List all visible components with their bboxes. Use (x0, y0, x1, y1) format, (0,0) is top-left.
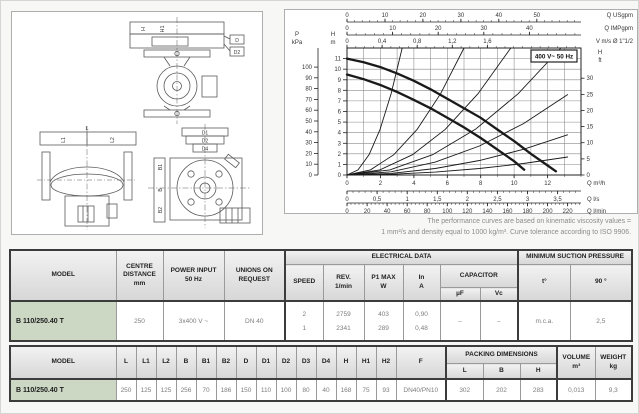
performance-chart (285, 10, 637, 216)
svg-text:1: 1 (405, 197, 409, 203)
in-speed-2: 0,90 (415, 310, 428, 318)
col-header-t-degrees: t° (518, 265, 570, 302)
header-line: 1/min (335, 282, 352, 290)
svg-text:10: 10 (381, 13, 389, 20)
in-values (403, 301, 440, 341)
col-header-weight (595, 346, 632, 379)
svg-text:3: 3 (337, 141, 341, 148)
svg-text:3,5: 3,5 (553, 197, 562, 203)
svg-text:4: 4 (337, 130, 341, 137)
t-degrees-value: m.c.a. (518, 301, 570, 341)
p1max-values (364, 301, 403, 341)
col-header-power-input (163, 250, 224, 301)
speed-values (285, 301, 323, 341)
col-header-B: B (176, 346, 196, 379)
table-row (10, 379, 632, 401)
chart-note-line2: 1 mm²/s and density equal to 1000 kg/m³. Curve tolerance according to ISO 9906. (381, 229, 631, 237)
svg-text:9: 9 (337, 77, 341, 84)
svg-text:1,2: 1,2 (448, 39, 457, 46)
svg-text:0: 0 (345, 197, 349, 203)
pump-drawings (12, 12, 260, 232)
dim-label: H1 (160, 25, 166, 33)
svg-text:10: 10 (305, 162, 312, 169)
svg-text:1,6: 1,6 (483, 39, 492, 46)
svg-text:0: 0 (345, 209, 349, 215)
col-header-packing-H: H (520, 364, 557, 380)
svg-text:30: 30 (586, 76, 594, 83)
svg-text:120: 120 (462, 209, 473, 215)
header-line: DISTANCE (123, 271, 156, 279)
svg-text:220: 220 (562, 209, 573, 215)
svg-text:70: 70 (305, 97, 312, 104)
dim-label: B1 (158, 163, 164, 171)
col-header-H: H (336, 346, 356, 379)
col-header-H1: H1 (356, 346, 376, 379)
col-header-packing-L: L (446, 364, 483, 380)
header-line: REQUEST (238, 275, 270, 283)
90-degrees-value: 2,5 (570, 301, 632, 341)
speed-1: 1 (302, 324, 307, 332)
svg-text:100: 100 (301, 65, 312, 72)
svg-text:40: 40 (383, 209, 391, 215)
svg-text:2: 2 (378, 181, 383, 187)
electrical-data-table (9, 249, 633, 342)
svg-text:20: 20 (305, 151, 312, 158)
svg-text:20: 20 (363, 209, 371, 215)
svg-text:7: 7 (337, 98, 341, 105)
svg-text:11: 11 (334, 56, 341, 63)
performance-chart-panel (284, 9, 638, 214)
svg-text:20: 20 (586, 108, 594, 115)
svg-text:1,5: 1,5 (433, 197, 442, 203)
in-speed-1: 0,48 (415, 324, 428, 332)
col-header-90-degrees: 90 ° (570, 265, 632, 302)
col-header-model: MODEL (10, 250, 116, 301)
col-header-B1: B1 (196, 346, 216, 379)
dim-D2: 100 (276, 379, 296, 401)
packing-B: 202 (483, 379, 520, 401)
svg-text:ft: ft (598, 58, 602, 64)
svg-text:90: 90 (305, 75, 312, 82)
packing-L: 302 (446, 379, 483, 401)
svg-text:180: 180 (522, 209, 533, 215)
svg-text:3: 3 (525, 197, 530, 203)
svg-text:Q m³/h: Q m³/h (587, 181, 606, 187)
col-header-packing-B: B (483, 364, 520, 380)
packing-H: 283 (520, 379, 557, 401)
header-line: mm (133, 279, 146, 287)
svg-text:200: 200 (542, 209, 553, 215)
svg-text:0,5: 0,5 (372, 197, 382, 203)
svg-text:6: 6 (337, 109, 341, 116)
col-header-p1max (364, 265, 403, 302)
dim-label: B (158, 188, 164, 192)
svg-text:H: H (597, 50, 603, 56)
capacitor-vc-value: – (480, 301, 518, 341)
dim-B2: 186 (216, 379, 236, 401)
svg-text:80: 80 (423, 209, 431, 215)
svg-text:Q IMPgpm: Q IMPgpm (604, 26, 633, 33)
svg-text:60: 60 (403, 209, 411, 215)
unions-value: DN 40 (224, 301, 285, 341)
col-header-D2: D2 (276, 346, 296, 379)
svg-text:50: 50 (533, 13, 541, 20)
svg-text:2,5: 2,5 (493, 197, 502, 203)
volume-value: 0,013 (557, 379, 595, 401)
dim-B1: 70 (196, 379, 216, 401)
svg-text:80: 80 (305, 86, 312, 93)
model-cell: B 110/250.40 T (10, 301, 116, 341)
dim-L2: 125 (156, 379, 176, 401)
dim-H1: 75 (356, 379, 376, 401)
col-header-D1: D1 (256, 346, 276, 379)
dim-label: L2 (110, 137, 116, 143)
dim-D4: 40 (316, 379, 336, 401)
header-line: REV. (336, 274, 351, 282)
svg-text:0: 0 (345, 39, 349, 46)
dim-label: D (235, 38, 239, 44)
svg-text:10: 10 (389, 26, 396, 33)
dim-D: 150 (236, 379, 256, 401)
svg-text:0,8: 0,8 (413, 39, 422, 46)
svg-text:Q l/min: Q l/min (587, 209, 607, 215)
group-header-capacitor: CAPACITOR (440, 265, 518, 288)
model-cell: B 110/250.40 T (10, 379, 116, 401)
dimensions-table (9, 345, 633, 402)
svg-text:10: 10 (586, 140, 594, 147)
rev-speed-1: 2341 (336, 324, 351, 332)
dim-label: L (85, 126, 89, 132)
svg-text:15: 15 (586, 124, 594, 131)
svg-text:0: 0 (345, 26, 349, 33)
svg-text:30: 30 (480, 26, 488, 33)
svg-text:0,4: 0,4 (377, 39, 387, 46)
svg-text:12: 12 (544, 181, 551, 187)
dim-L: 250 (116, 379, 136, 401)
svg-text:kPa: kPa (291, 40, 303, 46)
svg-text:8: 8 (479, 181, 483, 187)
group-header-packing-dimensions: PACKING DIMENSIONS (446, 346, 557, 364)
svg-text:25: 25 (586, 92, 594, 99)
header-line: WEIGHT (600, 354, 627, 362)
dim-label: D2 (201, 138, 209, 145)
svg-text:0: 0 (586, 173, 590, 179)
svg-text:5: 5 (337, 120, 341, 127)
rev-speed-2: 2759 (336, 310, 351, 318)
header-line: 50 Hz (185, 275, 202, 283)
svg-text:0: 0 (345, 13, 349, 20)
dim-B: 256 (176, 379, 196, 401)
header-line: UNIONS ON (235, 267, 273, 275)
svg-text:30: 30 (305, 140, 312, 147)
technical-drawings-panel (11, 11, 263, 235)
p1max-speed-2: 403 (378, 310, 389, 318)
dim-F: DN40/PN10 (396, 379, 446, 401)
weight-value: 9,3 (595, 379, 632, 401)
col-header-D4: D4 (316, 346, 336, 379)
dim-label: B2 (158, 206, 164, 214)
col-header-uf: µF (440, 288, 480, 302)
dim-D3: 80 (296, 379, 316, 401)
svg-text:100: 100 (442, 209, 453, 215)
dim-L1: 125 (136, 379, 156, 401)
col-header-speed: SPEED (285, 265, 323, 302)
svg-text:H: H (330, 32, 336, 38)
header-line: kg (609, 362, 618, 370)
svg-text:20: 20 (434, 26, 442, 33)
svg-text:20: 20 (419, 13, 427, 20)
header-line: P1 MAX (371, 274, 396, 282)
chart-note (291, 216, 631, 239)
speed-2: 2 (302, 310, 307, 318)
dim-label: D2 (233, 50, 241, 56)
rev-values (323, 301, 364, 341)
svg-text:10: 10 (334, 67, 341, 74)
header-line: In (418, 274, 425, 282)
col-header-model: MODEL (10, 346, 116, 379)
col-header-vc: Vc (480, 288, 518, 302)
centre-distance-value: 250 (116, 301, 163, 341)
header-line: m³ (572, 362, 581, 370)
svg-text:6: 6 (445, 181, 449, 187)
svg-text:60: 60 (305, 108, 312, 115)
svg-text:50: 50 (305, 119, 312, 125)
dim-label: D1 (201, 130, 209, 137)
p1max-speed-1: 289 (378, 324, 389, 332)
header-line: VOLUME (562, 354, 591, 362)
svg-text:40: 40 (305, 129, 312, 136)
col-header-rev (323, 265, 364, 302)
svg-text:10: 10 (510, 181, 518, 187)
svg-text:30: 30 (457, 13, 465, 20)
svg-text:V m/s Ø 1"1/2: V m/s Ø 1"1/2 (595, 39, 633, 46)
dim-H: 168 (336, 379, 356, 401)
col-header-unions (224, 250, 285, 301)
dim-label: D4 (201, 146, 209, 153)
svg-text:40: 40 (495, 13, 503, 20)
col-header-D: D (236, 346, 256, 379)
svg-text:140: 140 (482, 209, 493, 215)
svg-text:2: 2 (465, 197, 469, 203)
group-header-electrical-data: ELECTRICAL DATA (285, 250, 518, 265)
col-header-L2: L2 (156, 346, 176, 379)
group-header-min-suction-pressure: MINIMUM SUCTION PRESSURE (518, 250, 632, 265)
dim-H2: 93 (376, 379, 396, 401)
svg-text:2: 2 (337, 151, 341, 158)
svg-text:400 V~ 50 Hz: 400 V~ 50 Hz (534, 53, 574, 61)
svg-text:0: 0 (337, 173, 341, 179)
dim-label: H (141, 27, 147, 31)
dim-label: L1 (61, 137, 67, 143)
col-header-volume (557, 346, 595, 379)
svg-text:5: 5 (586, 156, 590, 163)
svg-text:8: 8 (337, 88, 341, 95)
col-header-in (403, 265, 440, 302)
svg-text:1: 1 (337, 162, 341, 169)
power-input-value: 3x400 V ~ (163, 301, 224, 341)
header-line: POWER INPUT (170, 267, 217, 275)
svg-text:0: 0 (345, 181, 349, 187)
svg-text:Q USgpm: Q USgpm (606, 13, 633, 20)
chart-note-line1: The performance curves are based on kinematic viscosity values = (427, 218, 631, 225)
header-line: W (380, 282, 387, 290)
svg-text:P: P (294, 32, 300, 38)
svg-text:40: 40 (526, 26, 533, 33)
col-header-D3: D3 (296, 346, 316, 379)
capacitor-uf-value: – (440, 301, 480, 341)
col-header-L1: L1 (136, 346, 156, 379)
header-line: A (419, 282, 424, 290)
svg-text:Q l/s: Q l/s (587, 197, 600, 203)
dim-D1: 110 (256, 379, 276, 401)
col-header-L: L (116, 346, 136, 379)
col-header-H2: H2 (376, 346, 396, 379)
svg-text:m: m (330, 40, 336, 46)
svg-text:4: 4 (412, 181, 416, 187)
svg-text:160: 160 (502, 209, 513, 215)
col-header-centre-distance (116, 250, 163, 301)
col-header-F: F (396, 346, 446, 379)
col-header-B2: B2 (216, 346, 236, 379)
header-line: CENTRE (126, 263, 153, 271)
svg-text:0: 0 (308, 173, 312, 179)
table-row (10, 301, 632, 341)
